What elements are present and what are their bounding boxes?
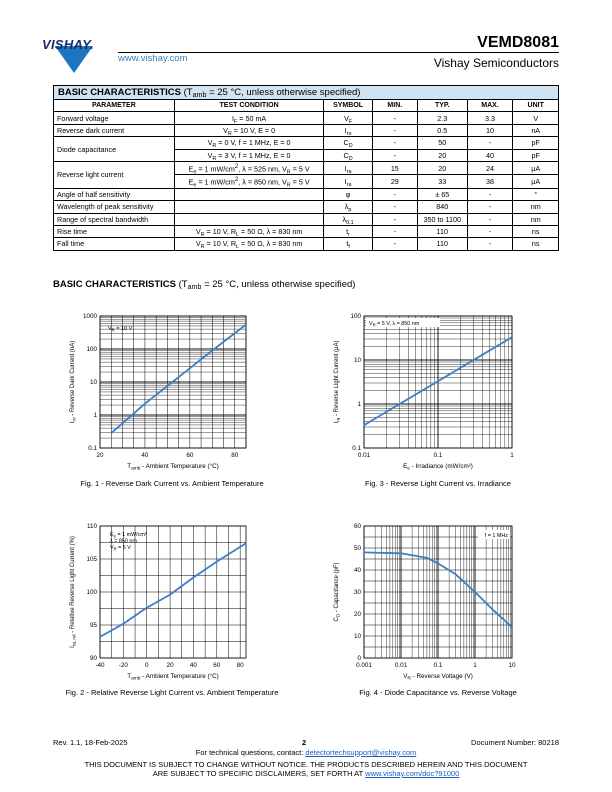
symbol-cell: $t_f$: [324, 238, 372, 250]
x-tick-label: 0.01: [394, 662, 408, 669]
param-cell: Range of spectral bandwidth: [54, 213, 175, 225]
typ-cell: 2.3: [417, 112, 467, 124]
company-name: Vishay Semiconductors: [433, 56, 559, 70]
unit-cell: μA: [513, 175, 559, 188]
x-tick-label: 0.001: [356, 662, 372, 669]
condition-cell: $V_R = 10$ V, E = 0: [174, 124, 324, 136]
symbol-cell: $I_{ra}$: [324, 161, 372, 174]
questions-line: [0, 748, 612, 757]
condition-cell: $E_e = 1$ $mW/cm^2$, λ = 525 nm, $V_R = 5$ V: [174, 161, 324, 174]
annotation-part: V: [108, 326, 112, 332]
x-tick-label: -40: [95, 662, 105, 669]
x-axis-label-part: R: [407, 676, 411, 682]
header-rule: [118, 52, 559, 53]
unit-cell: nm: [513, 201, 559, 213]
fig4-caption: Fig. 4 - Diode Capacitance vs. Reverse Voltage: [359, 688, 517, 697]
x-tick-label: 10: [508, 662, 516, 669]
x-tick-label: 40: [189, 662, 197, 669]
y-tick-label: 95: [89, 622, 97, 629]
column-header: MAX.: [467, 100, 513, 112]
x-axis-label-part: - Ambient Temperature (°C): [140, 463, 219, 470]
y-axis-label: [334, 341, 341, 424]
param-cell: Diode capacitance: [54, 137, 175, 162]
y-tick-label: 1000: [82, 313, 97, 320]
x-axis-label-part: T: [127, 463, 132, 470]
max-cell: 10: [467, 124, 513, 136]
typ-cell: 20: [417, 161, 467, 174]
column-header: UNIT: [513, 100, 559, 112]
x-axis-label-part: E: [403, 463, 408, 470]
vishay-logo: VISHAY.: [42, 37, 94, 52]
x-axis-label-part: e: [407, 466, 410, 472]
y-tick-label: 1: [93, 412, 97, 419]
x-tick-label: 20: [166, 662, 174, 669]
max-cell: -: [467, 213, 513, 225]
condition-cell: $V_R = 3$ V, f = 1 MHz, E = 0: [174, 149, 324, 161]
min-cell: -: [372, 149, 417, 161]
table-row: [54, 112, 559, 124]
param-cell: Wavelength of peak sensitivity: [54, 201, 175, 213]
y-axis-label-part: D: [335, 613, 341, 618]
min-cell: -: [372, 124, 417, 136]
max-cell: -: [467, 137, 513, 149]
min-cell: 15: [372, 161, 417, 174]
series-line: [100, 543, 246, 637]
x-tick-label: 80: [236, 662, 244, 669]
max-cell: -: [467, 225, 513, 237]
condition-cell: [174, 188, 324, 200]
support-email-link[interactable]: detectortechsupport@vishay.com: [305, 748, 417, 757]
annotation-part: = 5 V, λ = 850 nm: [375, 321, 420, 327]
unit-cell: °: [513, 188, 559, 200]
fig4-chart: [326, 518, 526, 693]
min-cell: -: [372, 213, 417, 225]
y-axis-label-part: I: [334, 421, 340, 424]
y-axis-label-part: - Reverse Dark Current (nA): [70, 340, 76, 418]
max-cell: 24: [467, 161, 513, 174]
y-axis-label-part: - Capacitance (pF): [334, 562, 340, 614]
unit-cell: V: [513, 112, 559, 124]
x-tick-label: 1: [510, 452, 514, 459]
table-row: [54, 124, 559, 136]
x-axis-label-part: - Reverse Voltage (V): [410, 673, 473, 680]
column-header: TYP.: [417, 100, 467, 112]
y-axis-label: [70, 536, 77, 648]
x-axis-label: [127, 672, 219, 682]
basic-characteristics-table: [53, 85, 559, 251]
annotation: f = 1 MHz: [484, 533, 508, 539]
table-row: [54, 188, 559, 200]
fig3-caption: Fig. 3 - Reverse Light Current vs. Irradiance: [365, 479, 511, 488]
y-axis-label-part: ra: [335, 417, 341, 422]
chart-svg: [326, 308, 526, 478]
disclaimer-line-2: [0, 769, 612, 778]
document-number: Document Number: 80218: [471, 738, 559, 747]
typ-cell: 840: [417, 201, 467, 213]
y-axis-label-part: C: [334, 617, 340, 622]
x-tick-label: 1: [473, 662, 477, 669]
y-tick-label: 90: [89, 655, 97, 662]
max-cell: 3.3: [467, 112, 513, 124]
unit-cell: pF: [513, 149, 559, 161]
column-header: TEST CONDITION: [174, 100, 324, 112]
annotation-part: = 1 mW/cm²: [115, 532, 147, 538]
x-axis-label-part: amb: [131, 676, 141, 682]
table-row: [54, 201, 559, 213]
table-row: [54, 137, 559, 149]
annotation-part: R: [113, 546, 117, 552]
fig2-caption: Fig. 2 - Relative Reverse Light Current vs. Ambient Temperature: [65, 688, 279, 697]
typ-cell: 50: [417, 137, 467, 149]
y-tick-label: 0.1: [352, 445, 361, 452]
y-tick-label: 30: [353, 589, 361, 596]
fig3-chart: [326, 308, 526, 483]
unit-cell: ns: [513, 238, 559, 250]
x-tick-label: 60: [213, 662, 221, 669]
annotation-part: V: [110, 545, 114, 551]
fig1-chart: [58, 308, 258, 483]
symbol-cell: $C_D$: [324, 149, 372, 161]
y-tick-label: 10: [353, 633, 361, 640]
x-axis-label-part: V: [403, 673, 408, 680]
fig1-caption: Fig. 1 - Reverse Dark Current vs. Ambient Temperature: [80, 479, 264, 488]
y-tick-label: 20: [353, 611, 361, 618]
x-axis-label-part: amb: [131, 466, 141, 472]
y-tick-label: 100: [86, 589, 97, 596]
y-tick-label: 10: [353, 357, 361, 364]
section-heading: [53, 279, 355, 290]
questions-text: For technical questions, contact:: [195, 748, 306, 757]
typ-cell: 33: [417, 175, 467, 188]
x-tick-label: 40: [141, 452, 149, 459]
typ-cell: 350 to 1100: [417, 213, 467, 225]
table-header-row: [54, 100, 559, 112]
typ-cell: 20: [417, 149, 467, 161]
annotation-part: = 10 V: [114, 326, 133, 332]
annotation-part: R: [111, 327, 115, 333]
section-heading-tail: = 25 °C, unless otherwise specified): [201, 279, 356, 290]
y-tick-label: 105: [86, 556, 97, 563]
min-cell: -: [372, 137, 417, 149]
annotation: [369, 321, 420, 327]
y-axis-label-part: - Reverse Light Current (μA): [334, 340, 340, 418]
y-tick-label: 40: [353, 567, 361, 574]
annotation: [110, 545, 131, 551]
param-cell: Forward voltage: [54, 112, 175, 124]
y-tick-label: 100: [86, 346, 97, 353]
revision: Rev. 1.1, 18-Feb-2025: [53, 738, 128, 747]
column-header: MIN.: [372, 100, 417, 112]
table-row: [54, 238, 559, 250]
annotation-part: e: [113, 533, 116, 539]
disclaimer-link[interactable]: www.vishay.com/doc?91000: [365, 769, 460, 778]
chart-svg: [326, 518, 526, 688]
table-title-row: BASIC CHARACTERISTICS ($T_{amb} = 25$ °C, unless otherwise specified): [54, 86, 559, 100]
unit-cell: ns: [513, 225, 559, 237]
min-cell: -: [372, 112, 417, 124]
condition-cell: $V_R = 0$ V, f = 1 MHz, E = 0: [174, 137, 324, 149]
y-axis-label-part: ro: [71, 417, 77, 422]
x-axis-label: [127, 462, 219, 472]
typ-cell: 110: [417, 238, 467, 250]
typ-cell: 110: [417, 225, 467, 237]
annotation: [108, 326, 133, 332]
fig2-chart: [58, 518, 258, 693]
min-cell: -: [372, 188, 417, 200]
condition-cell: $V_R = 10$ V, $R_L = 50$ Ω, λ = 830 nm: [174, 238, 324, 250]
website-link[interactable]: www.vishay.com: [118, 53, 188, 64]
symbol-cell: $I_{ra}$: [324, 175, 372, 188]
table-row: [54, 161, 559, 174]
symbol-cell: $V_F$: [324, 112, 372, 124]
annotation: [110, 539, 137, 545]
symbol-cell: $\lambda_{0.1}$: [324, 213, 372, 225]
symbol-cell: φ: [324, 188, 372, 200]
x-tick-label: 60: [186, 452, 194, 459]
x-tick-label: 0.1: [433, 452, 443, 459]
param-cell: Angle of half sensitivity: [54, 188, 175, 200]
param-cell: Fall time: [54, 238, 175, 250]
max-cell: 38: [467, 175, 513, 188]
y-axis-label: [334, 562, 341, 621]
y-axis-label-part: I: [70, 646, 76, 648]
y-tick-label: 1: [357, 401, 361, 408]
chart-svg: [58, 518, 258, 688]
param-cell: Reverse dark current: [54, 124, 175, 136]
y-tick-label: 60: [353, 523, 361, 530]
y-tick-label: 110: [86, 523, 97, 530]
disclaimer-line-1: THIS DOCUMENT IS SUBJECT TO CHANGE WITHOUT NOTICE. THE PRODUCTS DESCRIBED HEREIN AND THIS DOCUMENT: [84, 760, 528, 769]
y-axis-label-part: ra, rel: [71, 634, 77, 647]
typ-cell: ± 65: [417, 188, 467, 200]
x-tick-label: 20: [96, 452, 104, 459]
column-header: PARAMETER: [54, 100, 175, 112]
min-cell: -: [372, 225, 417, 237]
condition-cell: $I_F = 50$ mA: [174, 112, 324, 124]
grid: [364, 526, 512, 658]
annotation-part: E: [110, 532, 114, 538]
condition-cell: $E_e = 1$ $mW/cm^2$, λ = 850 nm, $V_R = 5$ V: [174, 175, 324, 188]
unit-cell: pF: [513, 137, 559, 149]
x-axis-label-part: - Ambient Temperature (°C): [140, 673, 219, 680]
annotation-part: λ = 850 nm: [110, 538, 137, 545]
x-axis-label: [403, 673, 473, 682]
param-cell: Rise time: [54, 225, 175, 237]
condition-cell: $V_R = 10$ V, $R_L = 50$ Ω, λ = 830 nm: [174, 225, 324, 237]
y-axis-label: [70, 341, 77, 423]
annotation-part: V: [369, 321, 373, 327]
max-cell: -: [467, 201, 513, 213]
annotation-part: = 5 V: [116, 545, 131, 551]
annotation-part: R: [372, 322, 376, 328]
column-header: SYMBOL: [324, 100, 372, 112]
part-number: VEMD8081: [477, 34, 559, 51]
unit-cell: μA: [513, 161, 559, 174]
min-cell: 29: [372, 175, 417, 188]
x-axis-label-part: T: [127, 673, 132, 680]
section-heading-sub: amb: [187, 283, 202, 291]
section-heading-bold: BASIC CHARACTERISTICS: [53, 279, 176, 290]
max-cell: -: [467, 238, 513, 250]
symbol-cell: $C_D$: [324, 137, 372, 149]
typ-cell: 0.5: [417, 124, 467, 136]
max-cell: -: [467, 188, 513, 200]
page-number: 2: [302, 738, 307, 747]
x-tick-label: 0: [144, 662, 149, 669]
param-cell: Reverse light current: [54, 161, 175, 188]
x-tick-label: -20: [118, 662, 128, 669]
y-tick-label: 10: [89, 379, 97, 386]
y-axis-label-part: - Relative Reverse Light Current (%): [70, 536, 76, 635]
symbol-cell: $\lambda_p$: [324, 201, 372, 213]
min-cell: -: [372, 238, 417, 250]
symbol-cell: $I_{ro}$: [324, 124, 372, 136]
section-heading-rest: (T: [175, 279, 188, 290]
unit-cell: nA: [513, 124, 559, 136]
condition-cell: [174, 213, 324, 225]
symbol-cell: $t_r$: [324, 225, 372, 237]
x-axis-label-part: - Irradiance (mW/cm²): [409, 463, 473, 470]
y-tick-label: 0: [357, 655, 361, 662]
max-cell: 40: [467, 149, 513, 161]
table-row: [54, 213, 559, 225]
annotation: [110, 532, 147, 538]
condition-cell: [174, 201, 324, 213]
y-tick-label: 50: [353, 545, 361, 552]
chart-svg: [58, 308, 258, 478]
y-tick-label: 100: [350, 313, 361, 320]
y-axis-label-part: I: [70, 421, 76, 424]
disclaimer-text: ARE SUBJECT TO SPECIFIC DISCLAIMERS, SET FORTH AT: [152, 769, 366, 778]
x-tick-label: 80: [231, 452, 239, 459]
x-tick-label: 0.01: [357, 452, 371, 459]
min-cell: -: [372, 201, 417, 213]
x-tick-label: 0.1: [433, 662, 443, 669]
table-row: [54, 225, 559, 237]
x-axis-label: [403, 463, 473, 472]
unit-cell: nm: [513, 213, 559, 225]
y-tick-label: 0.1: [88, 445, 97, 452]
